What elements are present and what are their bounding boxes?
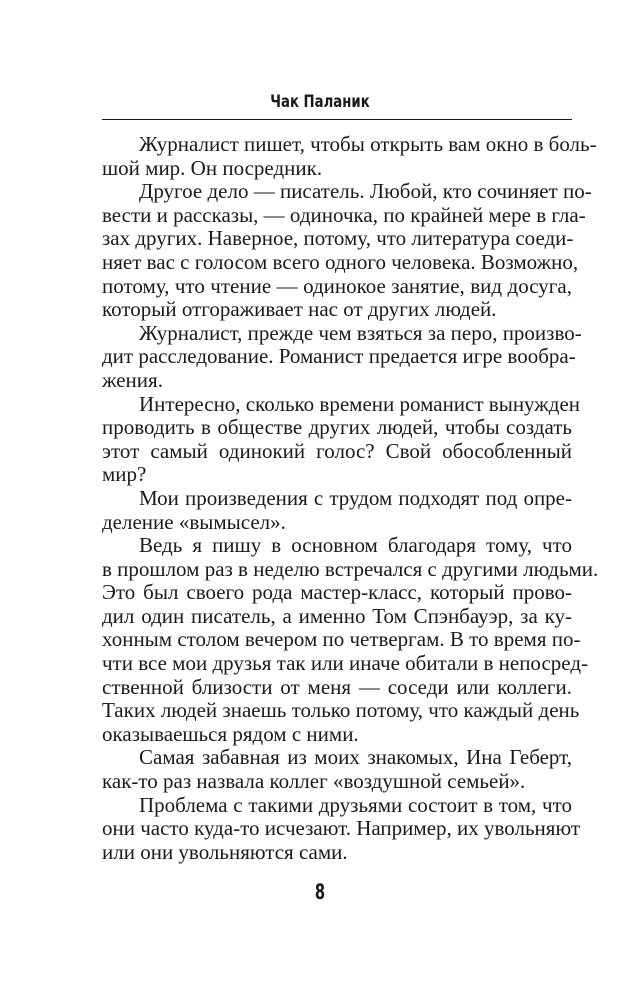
text-line: который отгораживает нас от других людей. bbox=[102, 297, 497, 322]
text-line: Таких людей знаешь только потому, что каждый день bbox=[102, 698, 580, 723]
page-number: 8 bbox=[314, 880, 326, 904]
text-line: шой мир. Он посредник. bbox=[102, 155, 323, 180]
text-line: проводить в обществе других людей, чтобы создать bbox=[102, 415, 572, 440]
text-line: оказываешься рядом с ними. bbox=[102, 721, 359, 746]
running-header-author: Чак Паланик bbox=[270, 92, 370, 112]
text-line: няет вас с голосом всего одного человека. Возможно, bbox=[102, 249, 579, 274]
text-line: дил один писатель, а именно Том Спэнбауэр, за ку- bbox=[102, 603, 572, 628]
text-line: Интересно, сколько времени романист вынужден bbox=[139, 391, 581, 416]
text-line: Ведь я пишу в основном благодаря тому, что bbox=[139, 533, 572, 558]
text-line: в прошлом раз в неделю встречался с другими людьми. bbox=[102, 556, 599, 581]
text-line: как-то раз назвала коллег «воздушной семьей». bbox=[102, 769, 526, 794]
body-text bbox=[102, 132, 599, 864]
text-line: Самая забавная из моих знакомых, Ина Геберт, bbox=[139, 745, 572, 770]
text-line: Проблема с такими друзьями состоит в том, что bbox=[139, 792, 572, 817]
text-line: деление «вымысел». bbox=[102, 509, 286, 534]
text-line: этот самый одинокий голос? Свой обособленный bbox=[102, 438, 572, 463]
text-line: вести и рассказы, — одиночка, по крайней мере в гла- bbox=[102, 202, 586, 227]
text-line: чти все мои друзья так или иначе обитали в непосред- bbox=[102, 651, 588, 676]
text-line: Это был своего рода мастер-класс, который прово- bbox=[102, 580, 572, 605]
text-line: ственной близости от меня — соседи или коллеги. bbox=[102, 674, 572, 699]
text-line: Другое дело — писатель. Любой, кто сочиняет по- bbox=[139, 179, 592, 204]
text-line: зах других. Наверное, потому, что литература соеди- bbox=[102, 226, 574, 251]
text-line: дит расследование. Романист предается игре вообра- bbox=[102, 344, 576, 369]
text-line: или они увольняются сами. bbox=[102, 839, 348, 864]
text-line: хонным столом вечером по четвергам. В то время по- bbox=[102, 627, 581, 652]
header-divider bbox=[102, 119, 572, 120]
text-line: потому, что чтение — одинокое занятие, вид досуга, bbox=[102, 273, 572, 298]
text-line: Журналист пишет, чтобы открыть вам окно в боль- bbox=[139, 132, 597, 156]
text-line: они часто куда-то исчезают. Например, их увольняют bbox=[102, 816, 581, 841]
text-line: Журналист, прежде чем взяться за перо, произво- bbox=[139, 320, 582, 345]
text-line: Мои произведения с трудом подходят под опре- bbox=[139, 485, 572, 510]
text-line: мир? bbox=[102, 462, 147, 487]
text-line: жения. bbox=[102, 367, 163, 392]
